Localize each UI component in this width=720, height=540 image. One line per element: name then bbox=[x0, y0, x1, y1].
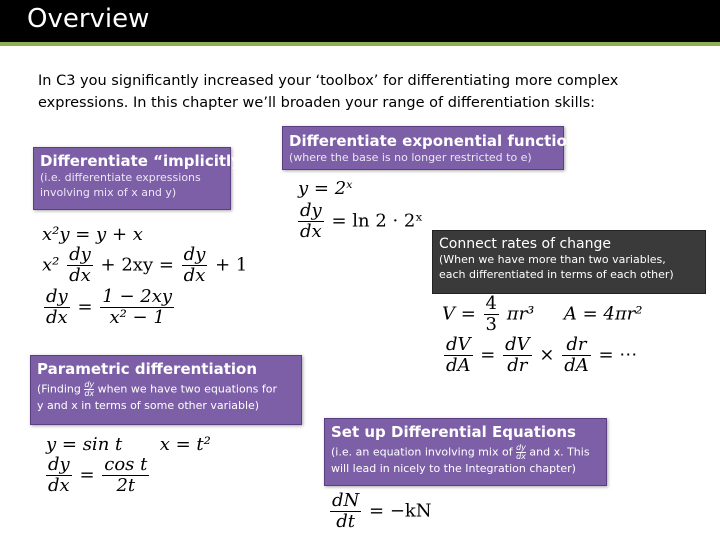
implicit-eq2-den1: dx bbox=[69, 265, 91, 286]
implicit-eq2-frac-2 bbox=[182, 245, 208, 286]
parametric-frac-2 bbox=[102, 455, 149, 496]
intro-text: In C3 you significantly increased your ‘toolbox’ for differentiating more complex expressions. In this chapter we’ll broaden your range of differentiation skills: bbox=[38, 73, 619, 111]
title-accent-line bbox=[0, 42, 720, 46]
exponential-den: dx bbox=[300, 221, 322, 242]
implicit-eq2-c: + 1 bbox=[215, 254, 248, 276]
implicit-eq2-num2: dy bbox=[183, 244, 206, 265]
diffeq-sub-frac-den: dx bbox=[516, 452, 526, 461]
implicit-sub-1: (i.e. differentiate expressions bbox=[40, 171, 201, 184]
implicit-heading: Differentiate “implicitly” bbox=[40, 152, 251, 170]
diffeq-frac bbox=[330, 491, 361, 532]
parametric-box bbox=[30, 355, 302, 425]
parametric-sub-frac-num: dy bbox=[84, 380, 95, 389]
rates-eq1-b: πr³ bbox=[506, 303, 535, 325]
exponential-eq-1: y = 2ˣ bbox=[298, 178, 353, 199]
rates-frac-1 bbox=[444, 335, 473, 376]
rates-frac-3 bbox=[562, 335, 591, 376]
rates-n2: dV bbox=[505, 334, 530, 355]
parametric-eq: = bbox=[79, 464, 95, 486]
rates-heading: Connect rates of change bbox=[439, 236, 611, 252]
diffeq-heading: Set up Differential Equations bbox=[331, 423, 576, 441]
implicit-eq2-frac-1 bbox=[67, 245, 93, 286]
rates-n1: dV bbox=[446, 334, 471, 355]
implicit-eq-3 bbox=[42, 287, 176, 328]
implicit-eq3-eq: = bbox=[77, 296, 93, 318]
rates-eq1-a: V = bbox=[442, 303, 476, 325]
implicit-eq-1: x²y = y + x bbox=[42, 224, 143, 245]
rates-frac-2 bbox=[503, 335, 532, 376]
parametric-sub-2: y and x in terms of some other variable) bbox=[37, 399, 260, 412]
parametric-d2: 2t bbox=[116, 475, 136, 496]
rates-eq-2 bbox=[442, 335, 637, 376]
rates-sub-2: each differentiated in terms of each other) bbox=[439, 268, 674, 281]
parametric-sub-post: when we have two equations for bbox=[97, 382, 278, 396]
diffeq-num: dN bbox=[332, 490, 360, 511]
exponential-box bbox=[282, 126, 578, 170]
exponential-rhs: = ln 2 · 2ˣ bbox=[331, 210, 424, 232]
exponential-eq-2 bbox=[296, 201, 423, 242]
parametric-d1: dx bbox=[48, 475, 70, 496]
parametric-eq1-a: y = sin t bbox=[46, 434, 123, 455]
rates-eq-1 bbox=[442, 294, 643, 335]
exponential-frac bbox=[298, 201, 324, 242]
implicit-eq-2 bbox=[42, 245, 247, 286]
parametric-sub-pre: (Finding bbox=[37, 382, 81, 396]
parametric-eq1-b: x = t² bbox=[159, 434, 211, 455]
parametric-sub-1 bbox=[37, 381, 295, 398]
implicit-box bbox=[33, 147, 251, 210]
parametric-eq-1 bbox=[46, 434, 211, 455]
diffeq-sub-post: and x. This bbox=[529, 445, 590, 459]
rates-eq1-c: A = 4πr² bbox=[563, 303, 643, 325]
diffeq-rhs: = −kN bbox=[369, 500, 432, 522]
implicit-eq2-b: + 2xy = bbox=[100, 254, 174, 276]
implicit-eq2-num1: dy bbox=[69, 244, 91, 265]
diffeq-sub-fraction bbox=[516, 444, 526, 461]
rates-eq1-den: 3 bbox=[485, 314, 497, 335]
diffeq-box bbox=[324, 418, 607, 486]
exponential-sub: (where the base is no longer restricted to e) bbox=[289, 151, 532, 164]
page-title: Overview bbox=[27, 4, 150, 34]
parametric-eq-2 bbox=[44, 455, 151, 496]
diffeq-eq bbox=[328, 491, 432, 532]
rates-eq1-num: 4 bbox=[485, 293, 497, 314]
implicit-eq3-frac-2 bbox=[100, 287, 174, 328]
diffeq-sub-pre: (i.e. an equation involving mix of bbox=[331, 445, 513, 459]
implicit-sub-2: involving mix of x and y) bbox=[40, 186, 177, 199]
rates-box bbox=[432, 230, 706, 294]
rates-eq: = bbox=[480, 344, 496, 366]
diffeq-sub-1 bbox=[331, 444, 600, 461]
rates-d1: dA bbox=[446, 355, 471, 376]
rates-sub-1: (When we have more than two variables, bbox=[439, 253, 666, 266]
diffeq-sub-2: will lead in nicely to the Integration chapter) bbox=[331, 462, 576, 475]
implicit-eq2-a: x² bbox=[42, 254, 60, 276]
implicit-eq3-den1: dx bbox=[46, 307, 68, 328]
implicit-eq2-den2: dx bbox=[183, 265, 206, 286]
rates-n3: dr bbox=[562, 335, 591, 356]
exponential-heading: Differentiate exponential function bbox=[289, 132, 578, 150]
rates-times: × bbox=[539, 344, 555, 366]
implicit-eq3-den2: x² − 1 bbox=[109, 307, 165, 328]
exponential-num: dy bbox=[300, 200, 322, 221]
rates-d2: dr bbox=[507, 355, 528, 376]
parametric-heading: Parametric differentiation bbox=[37, 360, 258, 378]
implicit-eq3-num1: dy bbox=[46, 286, 68, 307]
rates-d3: dA bbox=[564, 355, 589, 376]
diffeq-sub-frac-num: dy bbox=[516, 443, 526, 452]
parametric-sub-frac-den: dx bbox=[84, 389, 95, 398]
implicit-eq3-frac-1 bbox=[44, 287, 70, 328]
parametric-sub-fraction bbox=[84, 381, 94, 398]
diffeq-den: dt bbox=[336, 511, 356, 532]
implicit-eq3-num2: 1 − 2xy bbox=[102, 286, 173, 307]
parametric-n2: cos t bbox=[104, 454, 148, 475]
rates-tail: = ⋯ bbox=[598, 344, 638, 366]
parametric-n1: dy bbox=[48, 454, 70, 475]
rates-eq1-frac bbox=[484, 294, 499, 335]
parametric-frac-1 bbox=[46, 455, 72, 496]
